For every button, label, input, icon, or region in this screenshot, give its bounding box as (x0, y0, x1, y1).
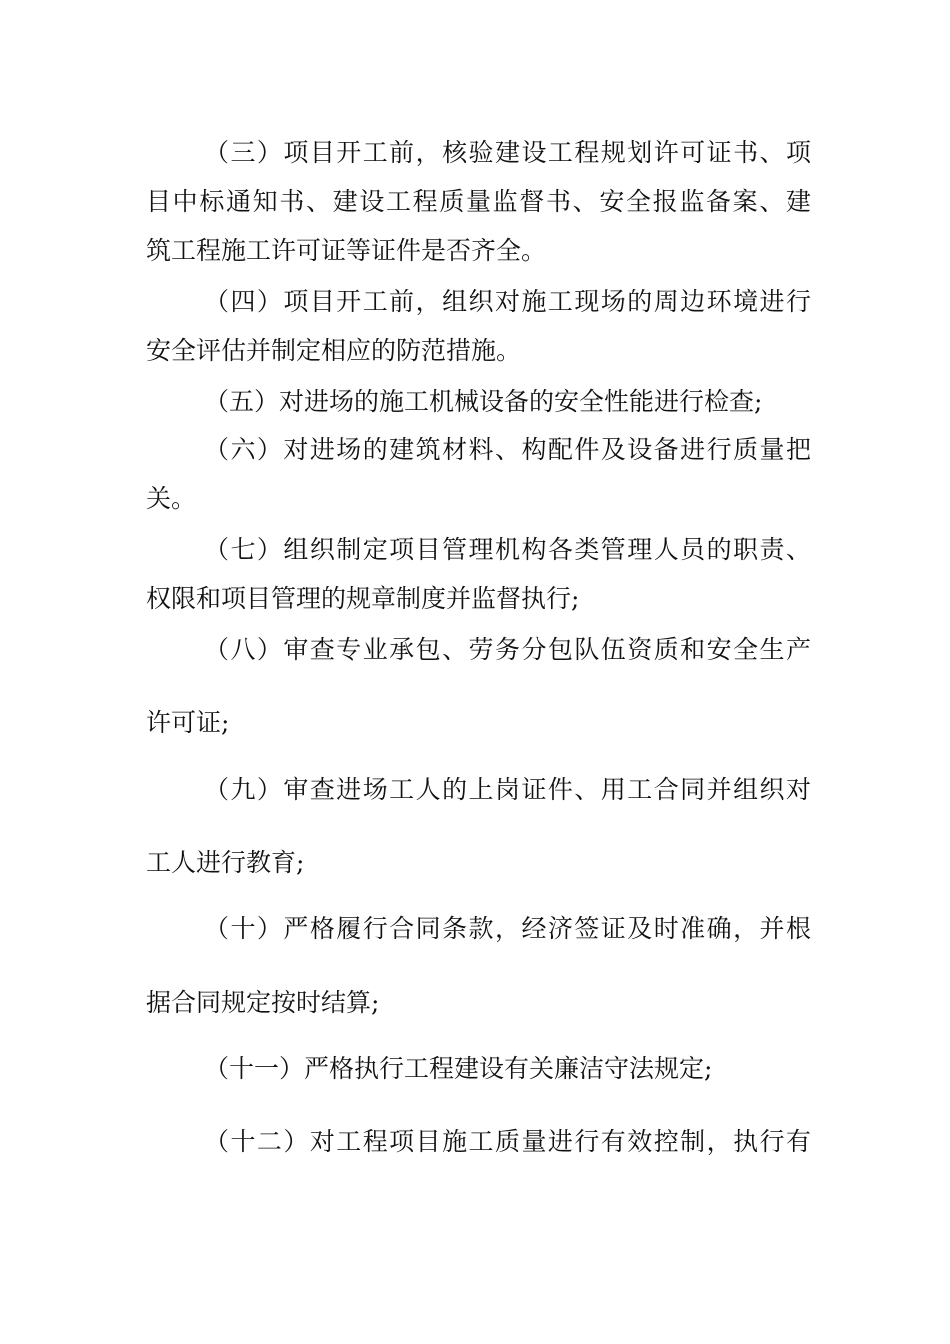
paragraph-3-line-3: 筑工程施工许可证等证件是否齐全。 (146, 236, 547, 265)
paragraph-6-line-2: 关。 (146, 484, 197, 513)
paragraph-3-line-1: （三）项目开工前，核验建设工程规划许可证书、项 (204, 138, 811, 167)
paragraph-4-line-2: 安全评估并制定相应的防范措施。 (146, 336, 522, 365)
paragraph-4-line-1: （四）项目开工前，组织对施工现场的周边环境进行 (204, 287, 811, 316)
paragraph-12-line-1: （十二）对工程项目施工质量进行有效控制，执行有 (204, 1127, 811, 1156)
paragraph-8-line-2: 许可证; (146, 708, 230, 737)
paragraph-3-line-2: 目中标通知书、建设工程质量监督书、安全报监备案、建 (146, 187, 811, 216)
paragraph-7-line-1: （七）组织制定项目管理机构各类管理人员的职责、 (204, 535, 811, 564)
paragraph-7-line-2: 权限和项目管理的规章制度并监督执行; (146, 584, 580, 613)
paragraph-9-line-1: （九）审查进场工人的上岗证件、用工合同并组织对 (204, 775, 811, 804)
paragraph-5-line-1: （五）对进场的施工机械设备的安全性能进行检查; (204, 387, 763, 416)
paragraph-8-line-1: （八）审查专业承包、劳务分包队伍资质和安全生产 (204, 635, 811, 664)
paragraph-6-line-1: （六）对进场的建筑材料、构配件及设备进行质量把 (204, 435, 811, 464)
paragraph-9-line-2: 工人进行教育; (146, 848, 305, 877)
paragraph-10-line-2: 据合同规定按时结算; (146, 988, 380, 1017)
paragraph-11-line-1: （十一）严格执行工程建设有关廉洁守法规定; (204, 1054, 713, 1083)
paragraph-10-line-1: （十）严格履行合同条款，经济签证及时准确，并根 (204, 914, 811, 943)
